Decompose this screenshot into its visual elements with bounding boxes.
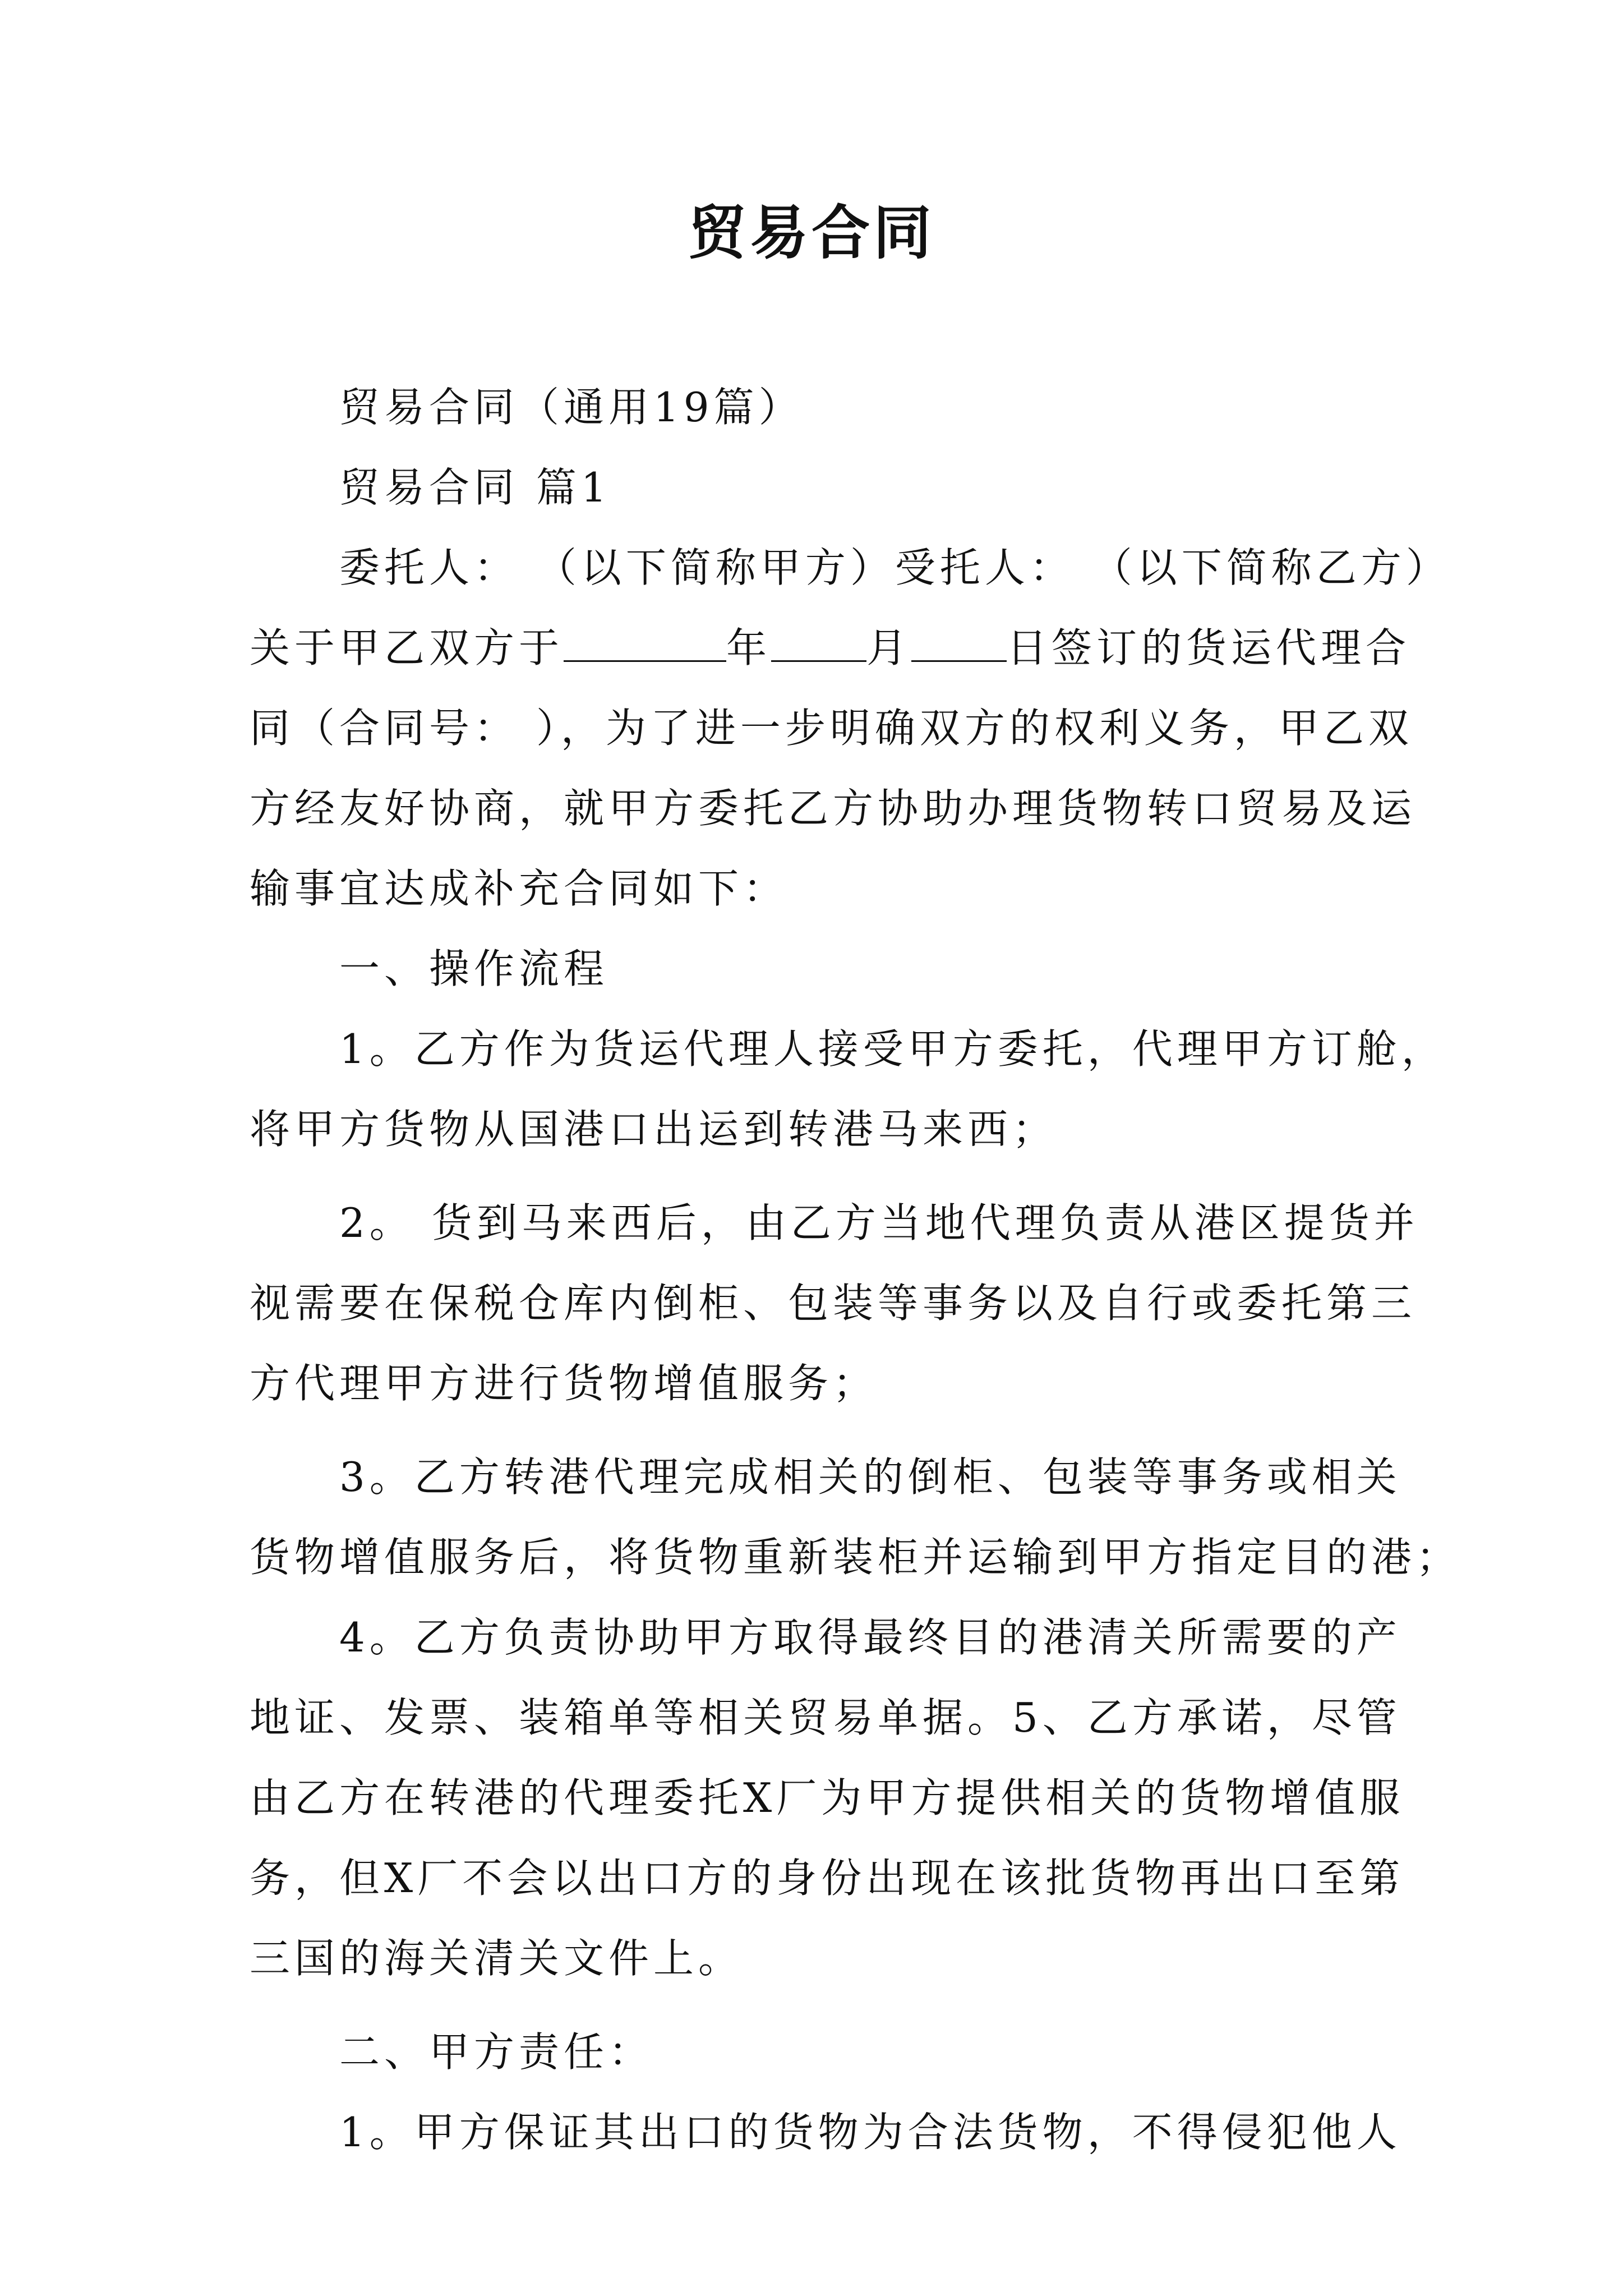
preamble-text: 月 xyxy=(866,624,912,671)
document-body xyxy=(250,367,1461,2173)
day-blank xyxy=(911,627,1007,662)
paragraph-line: 3。乙方转港代理完成相关的倒柜、包装等事务或相关 xyxy=(339,1453,1401,1501)
section-heading: 贸易合同 篇1 xyxy=(339,464,611,511)
paragraph-line: 方代理甲方进行货物增值服务； xyxy=(250,1360,878,1407)
paragraph-line: 2。 货到马来西后，由乙方当地代理负责从港区提货并 xyxy=(339,1199,1419,1246)
preamble-line: 方经友好协商，就甲方委托乙方协助办理货物转口贸易及运 xyxy=(250,785,1417,832)
paragraph-line: 4。乙方负责协助甲方取得最终目的港清关所需要的产 xyxy=(339,1614,1401,1661)
preamble-line: 委托人： （以下简称甲方）受托人： （以下简称乙方） xyxy=(339,544,1451,591)
year-blank xyxy=(564,627,726,662)
document-title: 贸易合同 xyxy=(688,199,935,267)
preamble-line: 同（合同号： ），为了进一步明确双方的权利义务，甲乙双 xyxy=(250,705,1413,752)
preamble-text: 关于甲乙双方于 xyxy=(250,624,564,671)
paragraph-line: 地证、发票、装箱单等相关贸易单据。5、乙方承诺，尽管 xyxy=(250,1694,1401,1741)
paragraph-line: 1。甲方保证其出口的货物为合法货物，不得侵犯他人 xyxy=(339,2109,1401,2156)
paragraph-line: 视需要在保税仓库内倒柜、包装等事务以及自行或委托第三 xyxy=(250,1280,1417,1327)
preamble-line: 输事宜达成补充合同如下： xyxy=(250,865,789,912)
paragraph-line: 务，但X厂不会以出口方的身份出现在该批货物再出口至第 xyxy=(250,1855,1405,1902)
part-heading: 二、甲方责任： xyxy=(339,2028,654,2076)
part-heading: 一、操作流程 xyxy=(339,945,609,992)
paragraph-line: 1。乙方作为货运代理人接受甲方委托，代理甲方订舱， xyxy=(339,1025,1446,1073)
preamble-text: 年 xyxy=(726,624,772,671)
preamble-text: 日签订的货运代理合 xyxy=(1007,624,1411,671)
month-blank xyxy=(771,627,866,662)
paragraph-line: 货物增值服务后，将货物重新装柜并运输到甲方指定目的港； xyxy=(250,1534,1461,1581)
paragraph-line: 将甲方货物从国港口出运到转港马来西； xyxy=(250,1106,1058,1153)
document-subtitle: 贸易合同（通用19篇） xyxy=(339,384,804,431)
paragraph-line: 由乙方在转港的代理委托X厂为甲方提供相关的货物增值服 xyxy=(250,1774,1405,1821)
paragraph-line: 三国的海关清关文件上。 xyxy=(250,1935,744,1982)
preamble-line-with-blanks xyxy=(250,608,1411,688)
